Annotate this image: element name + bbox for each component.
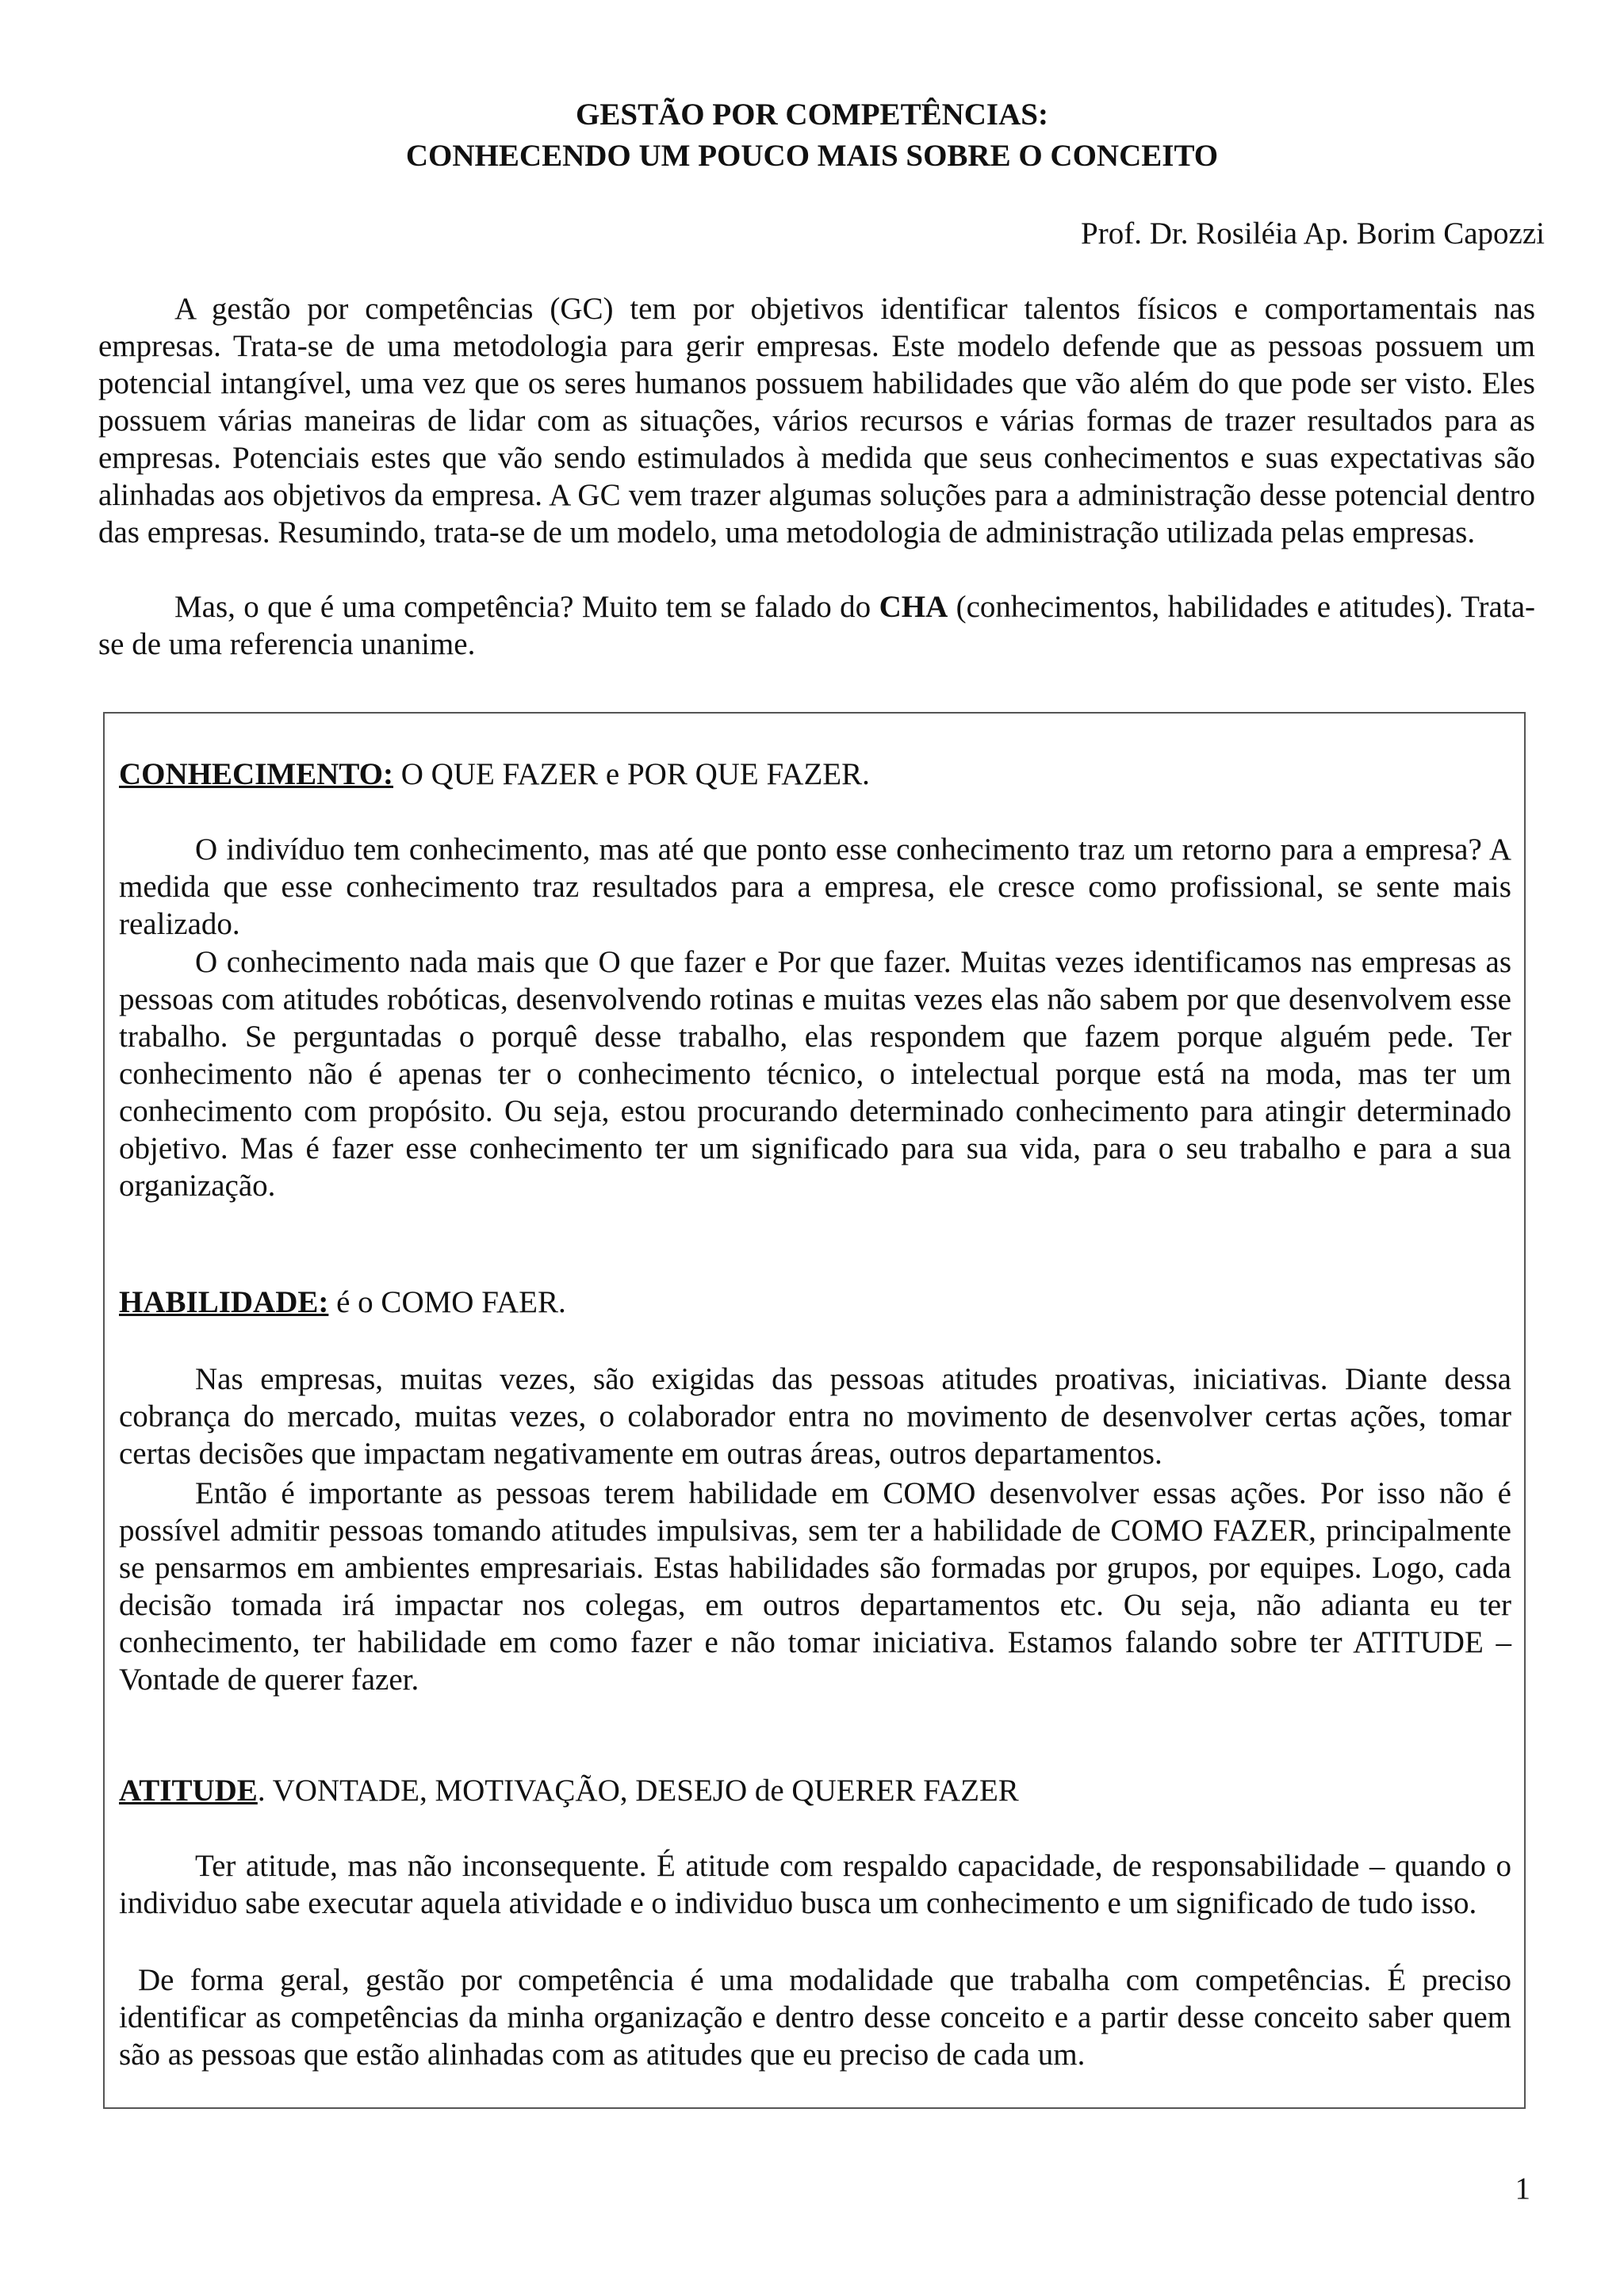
atitude-paragraph-2: De forma geral, gestão por competência é uma modalidade que trabalha com competências. É preciso identificar as competências da minha organização e dentro desse conceito e a partir desse conceito saber quem são as pessoas que estão alinhadas com as atitudes que eu preciso de cada um. [119,1963,1511,2072]
habilidade-heading [119,1284,566,1321]
atitude-keyword: ATITUDE [119,1774,258,1808]
habilidade-heading-text: é o COMO FAER. [328,1285,566,1319]
conhecimento-paragraph-1: O indivíduo tem conhecimento, mas até que ponto esse conhecimento traz um retorno para a empresa? A medida que esse conhecimento traz resultados para a empresa, ele cresce como profissional, se sente mais realizado. [119,832,1511,941]
conhecimento-paragraph-2: O conhecimento nada mais que O que fazer e Por que fazer. Muitas vezes identificamos nas empresas as pessoas com atitudes robóticas, desenvolvendo rotinas e muitas vezes elas não sabem por que desenvolvem esse trabalho. Se perguntadas o porquê desse trabalho, elas respondem que fazem porque alguém pede. Ter conhecimento não é apenas ter o conhecimento técnico, o intelectual porque está na moda, mas ter um conhecimento com propósito. Ou seja, estou procurando determinado conhecimento para atingir determinado objetivo. Mas é fazer esse conhecimento ter um significado para sua vida, para o seu trabalho e para a sua organização. [119,945,1511,1203]
intro-paragraph-2 [98,588,1535,663]
habilidade-keyword: HABILIDADE: [119,1285,329,1319]
document-title-line-1: GESTÃO POR COMPETÊNCIAS: [576,98,1048,132]
conhecimento-heading-text: O QUE FAZER e POR QUE FAZER. [393,757,870,791]
habilidade-paragraph-2: Então é importante as pessoas terem habilidade em COMO desenvolver essas ações. Por isso não é possível admitir pessoas tomando atitudes impulsivas, sem ter a habilidade de COMO FAZER, principalmente se pensarmos em ambientes empresariais. Estas habilidades são formadas por grupos, por equipes. Logo, cada decisão tomada irá impactar nos colegas, em outros departamentos etc. Ou seja, não adianta eu ter conhecimento, ter habilidade em como fazer e não tomar iniciativa. Estamos falando sobre ter ATITUDE – Vontade de querer fazer. [119,1476,1511,1697]
conhecimento-heading [119,756,870,793]
document-title-line-2: CONHECENDO UM POUCO MAIS SOBRE O CONCEITO [405,139,1219,173]
habilidade-paragraph-1: Nas empresas, muitas vezes, são exigidas das pessoas atitudes proativas, iniciativas. Diante dessa cobrança do mercado, muitas vezes, o colaborador entra no movimento de desenvolver certas ações, tomar certas decisões que impactam negativamente em outras áreas, outros departamentos. [119,1362,1511,1471]
cha-keyword: CHA [879,590,948,624]
intro-paragraph-2-text-end: (conhecimentos, habilidades e atitudes). Trata-se de uma referencia unanime. [98,590,1535,661]
atitude-heading [119,1773,1019,1809]
page-number: 1 [1515,2172,1530,2206]
atitude-heading-text: . VONTADE, MOTIVAÇÃO, DESEJO de QUERER FAZER [257,1774,1019,1808]
intro-paragraph-1: A gestão por competências (GC) tem por objetivos identificar talentos físicos e comportamentais nas empresas. Trata-se de uma metodologia para gerir empresas. Este modelo defende que as pessoas possuem um potencial intangível, uma vez que os seres humanos possuem habilidades que vão além do que pode ser visto. Eles possuem várias maneiras de lidar com as situações, vários recursos e várias formas de trazer resultados para as empresas. Potenciais estes que vão sendo estimulados à medida que seus conhecimentos e suas expectativas são alinhadas aos objetivos da empresa. A GC vem trazer algumas soluções para a administração desse potencial dentro das empresas. Resumindo, trata-se de um modelo, uma metodologia de administração utilizada pelas empresas. [98,292,1535,549]
author-name: Prof. Dr. Rosiléia Ap. Borim Capozzi [1081,216,1545,251]
intro-paragraph-2-text: Mas, o que é uma competência? Muito tem se falado do [174,590,879,624]
competencies-box [103,712,1526,2109]
conhecimento-keyword: CONHECIMENTO: [119,757,393,791]
atitude-paragraph-1: Ter atitude, mas não inconsequente. É atitude com respaldo capacidade, de responsabilidade – quando o individuo sabe executar aquela atividade e o individuo busca um conhecimento e um significado de tudo isso. [119,1849,1511,1920]
